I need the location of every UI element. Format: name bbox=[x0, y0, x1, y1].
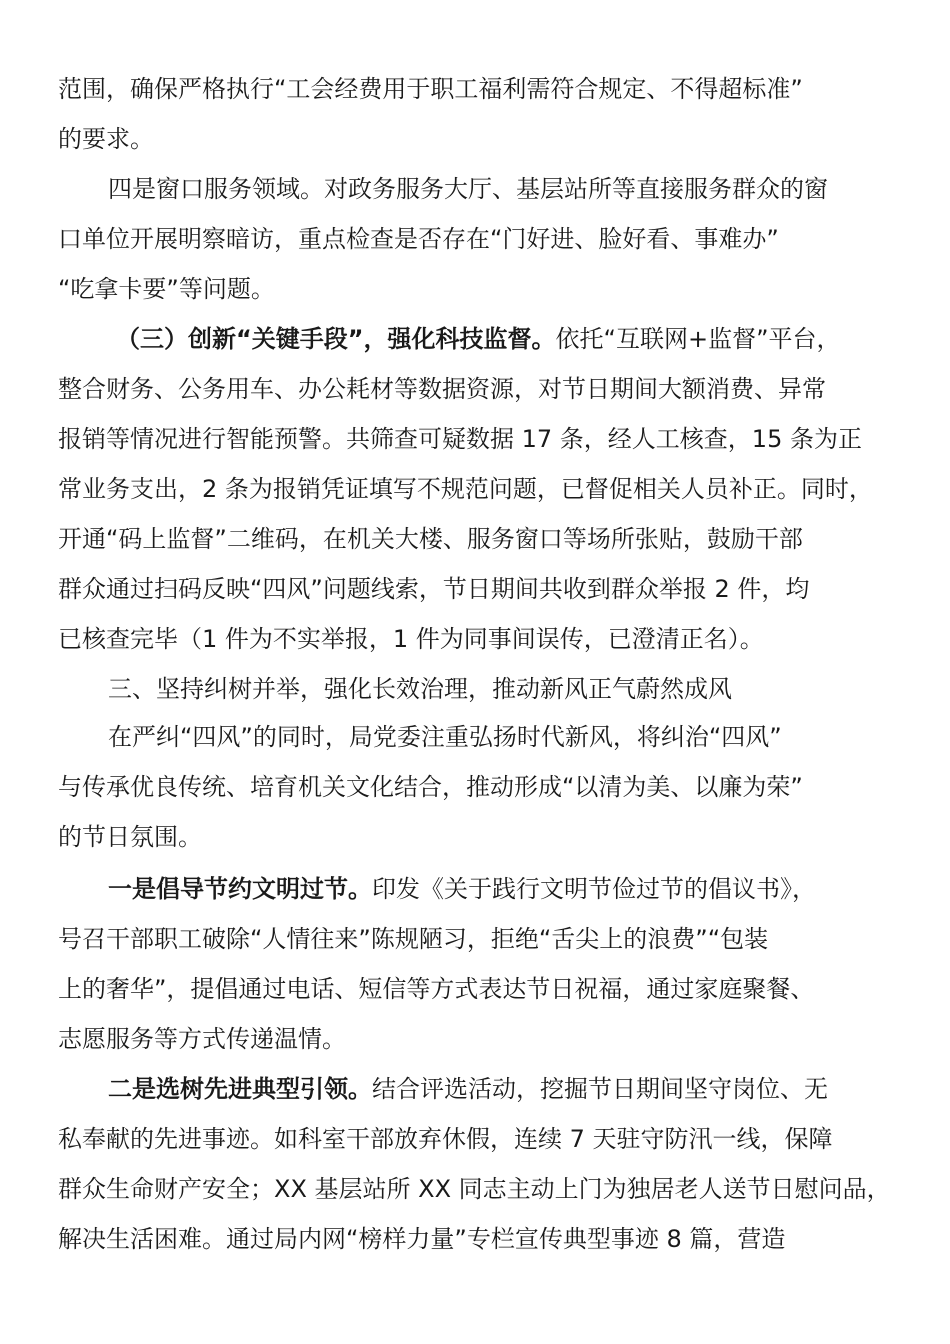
text-segment: 志愿服务等方式传递温情。 bbox=[58, 1025, 346, 1053]
text-line bbox=[58, 372, 826, 406]
text-line bbox=[108, 720, 782, 754]
text-segment: 口单位开展明察暗访，重点检查是否存在“门好进、脸好看、事难办” bbox=[58, 225, 779, 253]
text-segment: 与传承优良传统、培育机关文化结合，推动形成“以清为美、以廉为荣” bbox=[58, 773, 803, 801]
text-line bbox=[58, 422, 862, 456]
text-segment: 的节日氛围。 bbox=[58, 823, 202, 851]
text-segment: 群众生命财产安全；XX 基层站所 XX 同志主动上门为独居老人送节日慰问品， bbox=[58, 1175, 891, 1203]
text-segment: 常业务支出，2 条为报销凭证填写不规范问题，已督促相关人员补正。同时， bbox=[58, 475, 873, 503]
text-segment: 解决生活困难。通过局内网“榜样力量”专栏宣传典型事迹 8 篇，营造 bbox=[58, 1225, 786, 1253]
text-segment: 号召干部职工破除“人情往来”陈规陋习，拒绝“舌尖上的浪费”“包装 bbox=[58, 925, 769, 953]
text-line bbox=[58, 820, 202, 854]
text-line bbox=[58, 1122, 833, 1156]
chapter-heading: 三、坚持纠树并举，强化长效治理，推动新风正气蔚然成风 bbox=[108, 675, 732, 703]
text-line bbox=[58, 572, 809, 606]
text-segment: 报销等情况进行智能预警。共筛查可疑数据 17 条，经人工核查，15 条为正 bbox=[58, 425, 862, 453]
text-line bbox=[58, 122, 154, 156]
text-line bbox=[58, 222, 779, 256]
text-line bbox=[58, 272, 275, 306]
text-line bbox=[108, 872, 816, 906]
text-segment: 上的奢华”，提倡通过电话、短信等方式表达节日祝福，通过家庭聚餐、 bbox=[58, 975, 815, 1003]
text-line bbox=[58, 1022, 346, 1056]
text-segment: “吃拿卡要”等问题。 bbox=[58, 275, 275, 303]
text-line bbox=[58, 472, 873, 506]
text-line bbox=[58, 1222, 785, 1256]
text-line bbox=[108, 672, 732, 706]
text-line bbox=[58, 972, 814, 1006]
text-line bbox=[58, 622, 764, 656]
text-line bbox=[108, 172, 828, 206]
text-line bbox=[58, 770, 803, 804]
text-segment: 的要求。 bbox=[58, 125, 154, 153]
text-line bbox=[58, 522, 803, 556]
text-line bbox=[108, 1072, 828, 1106]
text-segment: 结合评选活动，挖掘节日期间坚守岗位、无 bbox=[372, 1075, 828, 1103]
text-line bbox=[58, 72, 803, 106]
text-segment: 在严纠“四风”的同时，局党委注重弘扬时代新风，将纠治“四风” bbox=[108, 723, 782, 751]
text-segment: 整合财务、公务用车、办公耗材等数据资源，对节日期间大额消费、异常 bbox=[58, 375, 826, 403]
text-segment: 印发《关于践行文明节俭过节的倡议书》， bbox=[372, 875, 816, 903]
section-heading: 二是选树先进典型引领。 bbox=[108, 1075, 372, 1103]
text-segment: 四是窗口服务领域。对政务服务大厅、基层站所等直接服务群众的窗 bbox=[108, 175, 828, 203]
text-segment: 群众通过扫码反映“四风”问题线索，节日期间共收到群众举报 2 件，均 bbox=[58, 575, 810, 603]
text-segment: 开通“码上监督”二维码，在机关大楼、服务窗口等场所张贴，鼓励干部 bbox=[58, 525, 803, 553]
text-segment: 范围，确保严格执行“工会经费用于职工福利需符合规定、不得超标准” bbox=[58, 75, 803, 103]
text-segment: 私奉献的先进事迹。如科室干部放弃休假，连续 7 天驻守防汛一线，保障 bbox=[58, 1125, 833, 1153]
text-segment: 已核查完毕（1 件为不实举报，1 件为同事间误传，已澄清正名）。 bbox=[58, 625, 764, 653]
section-heading: （三）创新“关键手段”，强化科技监督。 bbox=[116, 325, 556, 353]
section-heading: 一是倡导节约文明过节。 bbox=[108, 875, 372, 903]
text-line bbox=[58, 922, 768, 956]
text-segment: 依托“互联网+监督”平台， bbox=[555, 325, 841, 353]
text-line bbox=[58, 1172, 891, 1206]
text-line bbox=[116, 322, 841, 356]
